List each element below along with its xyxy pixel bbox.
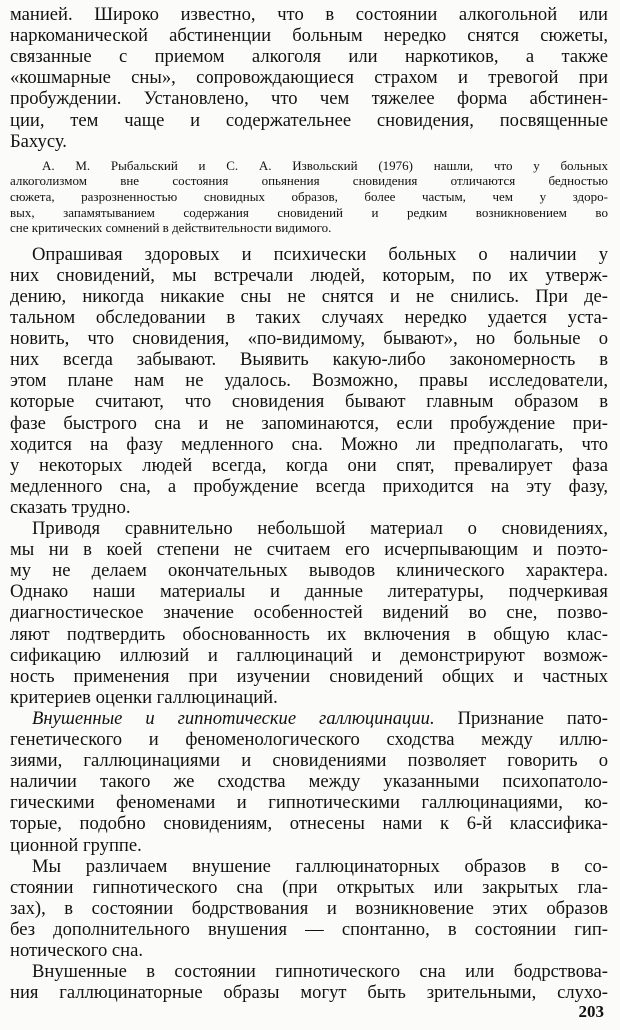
text-line: новить, что сновидения, «по-видимому, бывают», но больные о [10, 328, 608, 350]
text-line: них всегда забывают. Выявить какую-либо закономерность в [10, 349, 608, 371]
text-line: генетического и феноменологического сходства между иллю- [10, 729, 608, 750]
text-line: без дополнительного внушения — спонтанно, в состоянии гип- [10, 918, 608, 940]
text-line: ходится на фазу медленного сна. Можно ли предполагать, что [10, 433, 608, 455]
note-line: сюжета, разрозненностью сновидных образов, более частым, чем у здоро- [10, 188, 608, 204]
text-line: «кошмарные сны», сопровождающиеся страхом и тревогой при [10, 67, 608, 89]
text-line: них сновидений, мы встречали людей, которым, по их утверж- [10, 264, 608, 286]
note-line: сне критических сомнений в действительности видимого. [10, 220, 332, 236]
note-line: алкоголизмом вне состояния опьянения сновидения отличаются бедностью [10, 173, 608, 189]
text-line: Внушенные в состоянии гипнотического сна или бодрствова- [32, 961, 608, 983]
text-line: торые, подобно сновидениям, отнесены нами к 6-й классифика- [10, 813, 608, 835]
text-line: ния галлюцинаторные образы могут быть зрительными, слухо- [10, 982, 608, 1004]
text-line: медленного сна, а пробуждение всегда приходится на эту фазу, [10, 475, 608, 497]
text-line: диагностическое значение особенностей видений во сне, позво- [10, 602, 608, 624]
text-run: Признание пато- [457, 707, 608, 729]
text-line: наркоманической абстиненции больным нередко снятся сюжеты, [10, 25, 608, 47]
page-number: 203 [578, 1002, 604, 1021]
text-line: пробуждении. Установлено, что чем тяжелее форма абстинен- [10, 88, 608, 110]
note-line: А. М. Рыбальский и С. А. Извольский (1976) нашли, что у больных [42, 157, 608, 173]
text-line: наличии такого же сходства между указанными психопатоло- [10, 771, 608, 793]
text-line: нотического сна. [10, 940, 143, 961]
text-line: которые считают, что сновидения бывают главным образом в [10, 391, 608, 413]
text-line: ность применения при изучении сновидений общих и частных [10, 665, 608, 687]
text-line: ционной группе. [10, 834, 142, 856]
text-line: тальном обследовании в таких случаях нередко удается уста- [10, 307, 608, 328]
text-line: гическими феноменами и гипнотическими галлюцинациями, ко- [10, 792, 608, 814]
text-line: критериев оценки галлюцинаций. [10, 686, 278, 708]
text-line: этом плане нам не удалось. Возможно, правы исследователи, [10, 370, 608, 392]
text-line: Мы различаем внушение галлюцинаторных образов в со- [32, 855, 608, 877]
text-line: Бахусу. [10, 130, 67, 152]
note-line: вых, запамятыванием содержания сновидений и редким возникновением во [10, 204, 608, 220]
section-heading: Внушенные и гипнотические галлюцинации. [32, 707, 435, 729]
text-line [32, 708, 608, 730]
text-line: Опрашивая здоровых и психически больных о наличии у [32, 243, 608, 265]
text-line: у некоторых людей всегда, когда они спят, превалирует фаза [10, 454, 608, 476]
text-line: зах), в состоянии бодрствования и возникновение этих образов [10, 897, 608, 919]
text-line: Однако наши материалы и данные литературы, подчеркивая [10, 581, 608, 603]
text-line: Приводя сравнительно небольшой материал о сновидениях, [32, 518, 608, 539]
text-line: дению, никогда никакие сны не снятся и не снились. При де- [10, 285, 608, 307]
text-line: сказать трудно. [10, 496, 131, 518]
text-line: стоянии гипнотического сна (при открытых или закрытых гла- [10, 876, 608, 898]
text-line: сификацию иллюзий и галлюцинаций и демонстрируют возмож- [10, 644, 608, 666]
text-line: мы ни в коей степени не считаем его исчерпывающим и поэто- [10, 539, 608, 561]
text-line: ляют подтвердить обоснованность их включения в общую клас- [10, 623, 608, 645]
text-line: фазе быстрого сна и не запоминаются, если пробуждение при- [10, 412, 608, 434]
text-line: манией. Широко известно, что в состоянии алкогольной или [10, 4, 608, 25]
text-line: связанные с приемом алкоголя или наркотиков, а также [10, 46, 608, 68]
text-line: ции, тем чаще и содержательнее сновидения, посвященные [10, 109, 608, 131]
text-line: зиями, галлюцинациями и сновидениями позволяет говорить о [10, 750, 608, 772]
text-line: му не делаем окончательных выводов клинического характера. [10, 560, 608, 582]
